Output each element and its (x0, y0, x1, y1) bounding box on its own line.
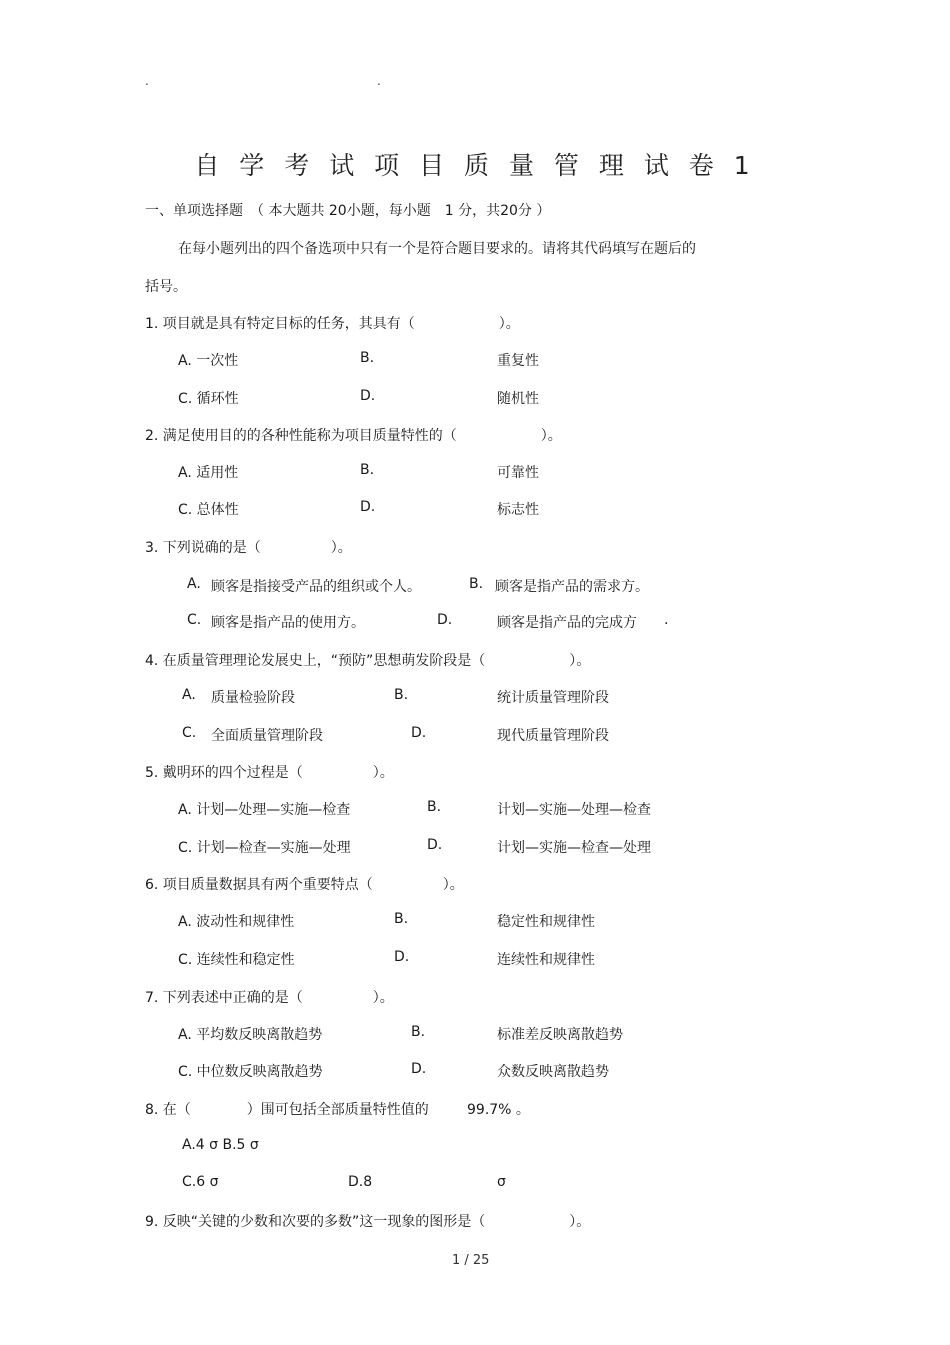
question-4-option-a-letter: A. (182, 687, 196, 703)
header-dot-right: . (377, 74, 381, 88)
question-3-option-c-letter: C. (187, 612, 202, 628)
question-1-option-d-text: 随机性 (497, 391, 539, 407)
question-2-option-c: C. 总体性 (178, 502, 239, 518)
question-1-stem: 1. 项目就是具有特定目标的任务，其具有（ ）。 (145, 316, 520, 332)
question-6-option-c: C. 连续性和稳定性 (178, 952, 295, 968)
question-3-option-a-text: 顾客是指接受产品的组织或个人。 (211, 579, 421, 595)
question-1-option-d-letter: D. (360, 388, 376, 404)
question-7-option-d-letter: D. (411, 1061, 427, 1077)
page-number: 1 / 25 (452, 1253, 490, 1268)
question-1-option-a: A. 一次性 (178, 353, 239, 369)
question-7-option-d-text: 众数反映离散趋势 (497, 1064, 609, 1080)
question-6-stem: 6. 项目质量数据具有两个重要特点（ ）。 (145, 877, 464, 893)
question-8-stem-percentage: 99.7% 。 (467, 1102, 530, 1118)
question-3-option-c-text: 顾客是指产品的使用方。 (211, 615, 365, 631)
question-5-stem: 5. 戴明环的四个过程是（ ）。 (145, 765, 394, 781)
question-8-options-ab: A.4 σ B.5 σ (182, 1137, 259, 1153)
question-4-option-d-letter: D. (411, 725, 427, 741)
question-6-option-b-letter: B. (394, 911, 409, 927)
question-6-option-b-text: 稳定性和规律性 (497, 914, 595, 930)
page-title: 自 学 考 试 项 目 质 量 管 理 试 卷 1 (194, 151, 756, 180)
question-7-option-b-text: 标准差反映离散趋势 (497, 1027, 623, 1043)
question-8-option-d: D.8 (348, 1174, 373, 1190)
question-1-option-c: C. 循环性 (178, 391, 239, 407)
question-7-option-a: A. 平均数反映离散趋势 (178, 1027, 323, 1043)
question-5-option-d-letter: D. (427, 837, 443, 853)
question-5-option-b-text: 计划—实施—处理—检查 (497, 802, 651, 818)
section-heading: 一、单项选择题 （ 本大题共 20小题，每小题 1 分，共20分 ） (145, 203, 551, 219)
question-1-option-b-letter: B. (360, 350, 375, 366)
question-8-option-d-sigma: σ (497, 1174, 506, 1190)
question-7-stem: 7. 下列表述中正确的是（ ）。 (145, 990, 394, 1006)
question-4-option-a-text: 质量检验阶段 (211, 690, 295, 706)
question-3-stem: 3. 下列说确的是（ ）。 (145, 540, 352, 556)
question-1-option-b-text: 重复性 (497, 353, 539, 369)
question-6-option-a: A. 波动性和规律性 (178, 914, 295, 930)
question-5-option-a: A. 计划—处理—实施—检查 (178, 802, 351, 818)
instruction-line-1: 在每小题列出的四个备选项中只有一个是符合题目要求的。请将其代码填写在题后的 (178, 241, 696, 257)
question-8-option-c: C.6 σ (182, 1174, 219, 1190)
question-3-option-d-letter: D. (437, 612, 453, 628)
question-8-stem: 8. 在（ ）围可包括全部质量特性值的 (145, 1102, 429, 1118)
question-4-option-d-text: 现代质量管理阶段 (497, 728, 609, 744)
question-9-stem: 9. 反映“关键的少数和次要的多数”这一现象的图形是（ ）。 (145, 1214, 591, 1230)
question-5-option-b-letter: B. (427, 799, 442, 815)
question-2-option-a: A. 适用性 (178, 465, 239, 481)
question-4-stem: 4. 在质量管理理论发展史上，“预防”思想萌发阶段是（ ）。 (145, 653, 591, 669)
question-2-option-d-text: 标志性 (497, 502, 539, 518)
question-3-option-b-text: 顾客是指产品的需求方。 (495, 579, 649, 595)
question-3-option-d-text: 顾客是指产品的完成方 (497, 615, 637, 631)
question-3-option-d-period: . (664, 612, 669, 628)
question-2-option-d-letter: D. (360, 499, 376, 515)
question-5-option-d-text: 计划—实施—检查—处理 (497, 840, 651, 856)
question-3-option-b-letter: B. (469, 576, 484, 592)
question-5-option-c: C. 计划—检查—实施—处理 (178, 840, 351, 856)
question-4-option-b-letter: B. (394, 687, 409, 703)
header-dot-left: . (145, 74, 149, 88)
question-3-option-a-letter: A. (187, 576, 201, 592)
instruction-line-2: 括号。 (145, 279, 187, 295)
question-4-option-c-letter: C. (182, 725, 197, 741)
question-4-option-c-text: 全面质量管理阶段 (211, 728, 323, 744)
question-2-stem: 2. 满足使用目的的各种性能称为项目质量特性的（ ）。 (145, 428, 562, 444)
question-6-option-d-letter: D. (394, 949, 410, 965)
question-2-option-b-letter: B. (360, 462, 375, 478)
question-7-option-c: C. 中位数反映离散趋势 (178, 1064, 323, 1080)
question-7-option-b-letter: B. (411, 1024, 426, 1040)
question-2-option-b-text: 可靠性 (497, 465, 539, 481)
question-4-option-b-text: 统计质量管理阶段 (497, 690, 609, 706)
question-6-option-d-text: 连续性和规律性 (497, 952, 595, 968)
